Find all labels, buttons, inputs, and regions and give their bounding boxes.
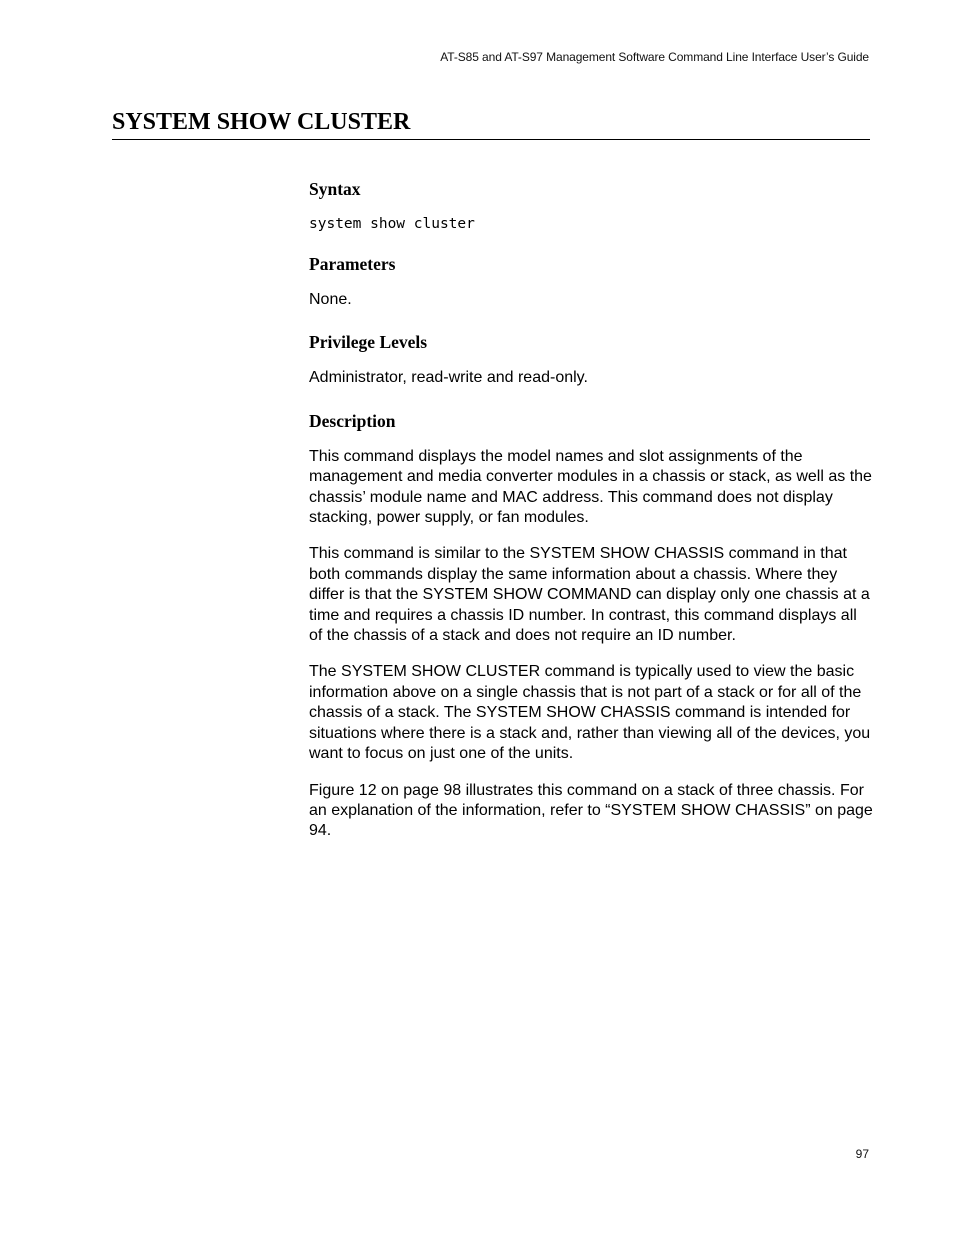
parameters-heading: Parameters <box>309 254 396 274</box>
running-header: AT-S85 and AT-S97 Management Software Command Line Interface User’s Guide <box>440 50 869 64</box>
privilege-levels-heading: Privilege Levels <box>309 332 428 353</box>
description-heading: Description <box>309 410 396 431</box>
privilege-levels-text: Administrator, read-write and read-only. <box>309 369 588 387</box>
page-number: 97 <box>855 1147 869 1161</box>
syntax-command: system show cluster <box>309 216 475 232</box>
description-paragraph: This command displays the model names and slot assignments of the management and media converter modules in a chassis or stack, as well as the chassis’ module name and MAC address. This command does not display stacking, power supply, or fan modules. <box>309 447 872 527</box>
main-content <box>309 178 874 842</box>
description-paragraph: The SYSTEM SHOW CLUSTER command is typically used to view the basic information above on a single chassis that is not part of a stack or for all of the chassis of a stack. The SYSTEM SHOW CHASSIS command is intended for situations where there is a stack and, rather than viewing all of the devices, you want to focus on just one of the units. <box>309 663 871 763</box>
description-paragraph: This command is similar to the SYSTEM SHOW CHASSIS command in that both commands display the same information about a chassis. Where they differ is that the SYSTEM SHOW COMMAND can display only one chassis at a time and requires a chassis ID number. In contrast, this command displays all of the chassis of a stack and does not require an ID number. <box>309 545 870 645</box>
title-divider <box>112 139 870 140</box>
description-paragraph: Figure 12 on page 98 illustrates this command on a stack of three chassis. For an explanation of the information, refer to “SYSTEM SHOW CHASSIS” on page 94. <box>309 781 873 840</box>
syntax-heading: Syntax <box>309 179 361 199</box>
parameters-text: None. <box>309 291 352 308</box>
page-title: SYSTEM SHOW CLUSTER <box>112 109 411 135</box>
